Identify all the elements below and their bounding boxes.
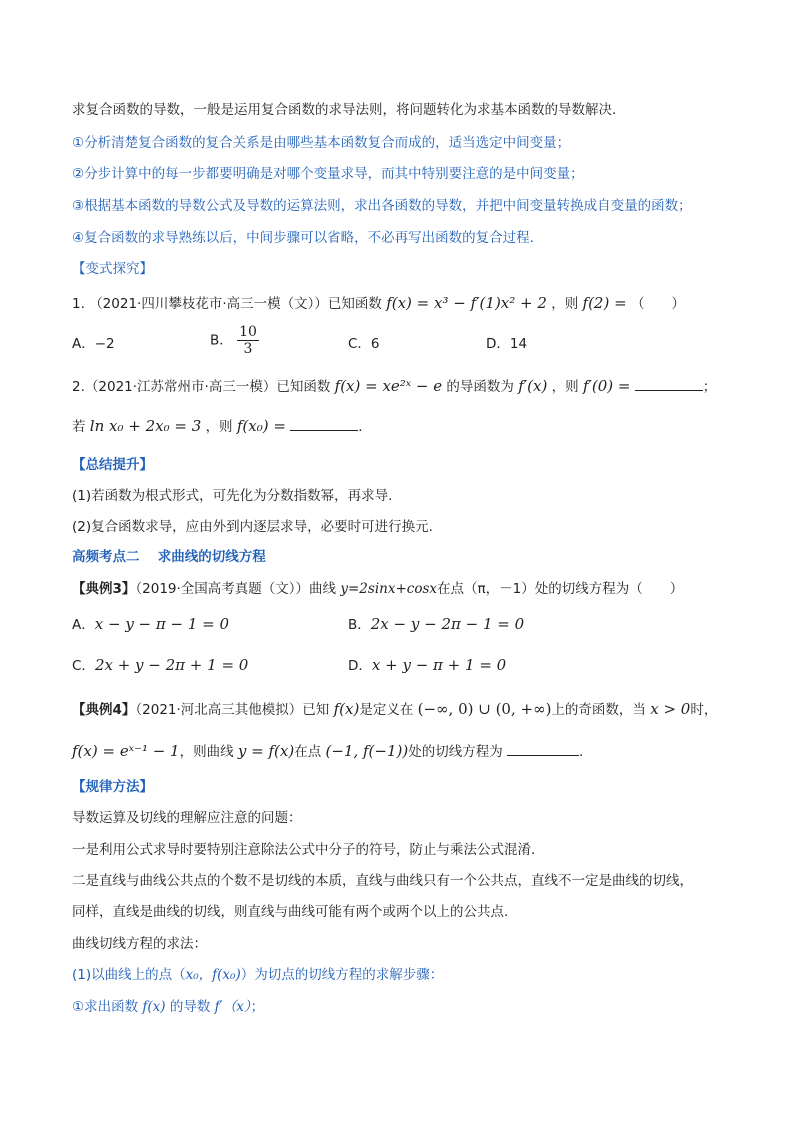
- example-3-curve: y=2sinx+cosx: [340, 581, 437, 597]
- q2b-lead: 若: [72, 419, 86, 435]
- example-4-formula: f(x) = eˣ⁻¹ − 1: [72, 742, 180, 760]
- q2-mid: 的导函数为: [446, 379, 514, 395]
- q2b-ask: f(x₀) =: [236, 417, 286, 435]
- example-4-curve: y = f(x): [237, 742, 295, 760]
- q1-paren: （ ）: [630, 296, 685, 312]
- summary-heading: 【总结提升】: [72, 457, 153, 473]
- q1-number: 1.: [72, 296, 85, 312]
- rules-l7-b: 的导数: [169, 999, 211, 1015]
- rules-l7-f: f(x): [142, 999, 166, 1015]
- example-4-l2-tail: 处的切线方程为: [408, 744, 503, 760]
- q1-option-c[interactable]: C．6: [348, 336, 380, 352]
- q1-formula: f(x) = x³ − f′(1)x² + 2: [386, 294, 547, 312]
- variant-heading: 【变式探究】: [72, 261, 153, 277]
- example-4-text: （2021·河北高三其他模拟）已知: [135, 702, 330, 718]
- summary-line-1: (1)若函数为根式形式，可先化为分数指数幂，再求导.: [72, 488, 393, 504]
- rules-l7-derivative: f′（x）: [214, 999, 251, 1015]
- example-4-mid: 是定义在: [359, 702, 414, 718]
- example-3-text: （2019·全国高考真题（文））曲线: [135, 581, 337, 597]
- q1-tail: ，则: [551, 296, 579, 312]
- q1-option-b-fraction: [237, 324, 259, 357]
- rules-l6-b: ）为切点的切线方程的求解步骤：: [240, 967, 444, 983]
- example-4-when: 时，: [690, 702, 718, 718]
- q1-option-d[interactable]: D．14: [486, 336, 528, 352]
- q2b-end: .: [358, 419, 363, 435]
- q2-answer-blank-2[interactable]: [290, 430, 358, 431]
- q1-option-a[interactable]: A．−2: [72, 336, 115, 352]
- option-c-equation: 2x + y − 2π + 1 = 0: [94, 656, 249, 674]
- q2-derivative: f′(x): [518, 377, 548, 395]
- example-4-l2-mid: ，则曲线: [179, 744, 234, 760]
- intro-line-0: 求复合函数的导数，一般是运用复合函数的求导法则，将问题转化为求基本函数的导数解决.: [72, 102, 617, 118]
- rules-l6-point: x₀，f(x₀): [185, 967, 241, 983]
- example-3-option-b[interactable]: [348, 614, 524, 635]
- intro-step-4: ④复合函数的求导熟练以后，中间步骤可以省略，不必再写出函数的复合过程.: [72, 230, 534, 246]
- example-4-condition: x > 0: [650, 700, 691, 718]
- example-4-point: (−1, f(−1)): [325, 742, 409, 760]
- option-d-label: D．: [348, 658, 372, 674]
- example-3-option-d[interactable]: [348, 655, 506, 676]
- option-d-equation: x + y − π + 1 = 0: [371, 656, 507, 674]
- rules-l6-a: (1)以曲线上的点（: [72, 967, 186, 983]
- q2b-condition: ln x₀ + 2x₀ = 3: [89, 417, 202, 435]
- q2-ask: f′(0) =: [582, 377, 631, 395]
- intro-step-3: ③根据基本函数的导数公式及导数的运算法则，求出各函数的导数，并把中间变量转换成自变量的函数；: [72, 198, 692, 214]
- example-4-answer-blank[interactable]: [507, 755, 579, 756]
- example-3-at: 在点（π，－1）处的切线方程为（ ）: [436, 581, 684, 597]
- example-3-option-a[interactable]: [72, 614, 229, 635]
- topic-2-heading: 高频考点二 求曲线的切线方程: [72, 549, 266, 565]
- example-3: [72, 579, 683, 599]
- rules-line-6: [72, 965, 443, 985]
- example-3-option-c[interactable]: [72, 655, 248, 676]
- option-a-equation: x − y − π − 1 = 0: [94, 615, 230, 633]
- rules-l7-c: ；: [250, 999, 265, 1015]
- intro-step-2: ②分步计算中的每一步都要明确是对哪个变量求导，而其中特别要注意的是中间变量；: [72, 166, 584, 182]
- rules-heading: 【规律方法】: [72, 779, 153, 795]
- q2-formula: f(x) = xe²ˣ − e: [334, 377, 443, 395]
- example-4: [72, 699, 717, 720]
- option-b-label: B．: [348, 617, 371, 633]
- example-4-l2-end: .: [579, 744, 584, 760]
- rules-line-4: 同样，直线是曲线的切线，则直线与曲线可能有两个或两个以上的公共点.: [72, 904, 509, 920]
- q2b-mid: ，则: [205, 419, 233, 435]
- rules-line-1: 导数运算及切线的理解应注意的问题：: [72, 810, 302, 826]
- rules-l7-a: ①求出函数: [72, 999, 139, 1015]
- example-4-tag: 【典例4】: [72, 702, 136, 718]
- example-4-domain: (−∞, 0) ∪ (0, +∞): [417, 700, 552, 718]
- q1-option-b-label: B．: [210, 332, 233, 349]
- q2-number: 2.: [72, 379, 85, 395]
- q1-source: （2021·四川攀枝花市·高三一模（文））已知函数: [89, 296, 382, 312]
- option-b-equation: 2x − y − 2π − 1 = 0: [370, 615, 525, 633]
- q1-option-b[interactable]: [210, 324, 259, 357]
- option-a-label: A．: [72, 617, 95, 633]
- summary-line-2: (2)复合函数求导，应由外到内逐层求导，必要时可进行换元.: [72, 519, 433, 535]
- intro-step-1: ①分析清楚复合函数的复合关系是由哪些基本函数复合而成的，适当选定中间变量；: [72, 135, 571, 151]
- example-3-tag: 【典例3】: [72, 581, 136, 597]
- q2-source: （2021·江苏常州市·高三一模）已知函数: [84, 379, 331, 395]
- question-2-part-b: [72, 416, 363, 437]
- q2-answer-blank-1[interactable]: [635, 390, 703, 391]
- q1-ask: f(2) =: [582, 294, 627, 312]
- example-4-tail: 上的奇函数，当: [551, 702, 646, 718]
- example-4-fx: f(x): [333, 700, 360, 718]
- q2-end: ；: [702, 379, 717, 395]
- fraction-numerator: 10: [239, 324, 257, 340]
- rules-line-2: 一是利用公式求导时要特别注意除法公式中分子的符号，防止与乘法公式混淆.: [72, 842, 536, 858]
- fraction-denominator: 3: [243, 341, 253, 357]
- rules-line-3: 二是直线与曲线公共点的个数不是切线的本质，直线与曲线只有一个公共点，直线不一定是曲线的切线，: [72, 873, 693, 889]
- example-4-l2-at: 在点: [294, 744, 322, 760]
- rules-line-7: [72, 997, 264, 1017]
- question-1: [72, 293, 685, 314]
- example-4-line-2: [72, 741, 583, 762]
- rules-line-5: 曲线切线方程的求法：: [72, 936, 207, 952]
- q2-tail: ，则: [551, 379, 579, 395]
- question-2: [72, 376, 716, 397]
- option-c-label: C．: [72, 658, 95, 674]
